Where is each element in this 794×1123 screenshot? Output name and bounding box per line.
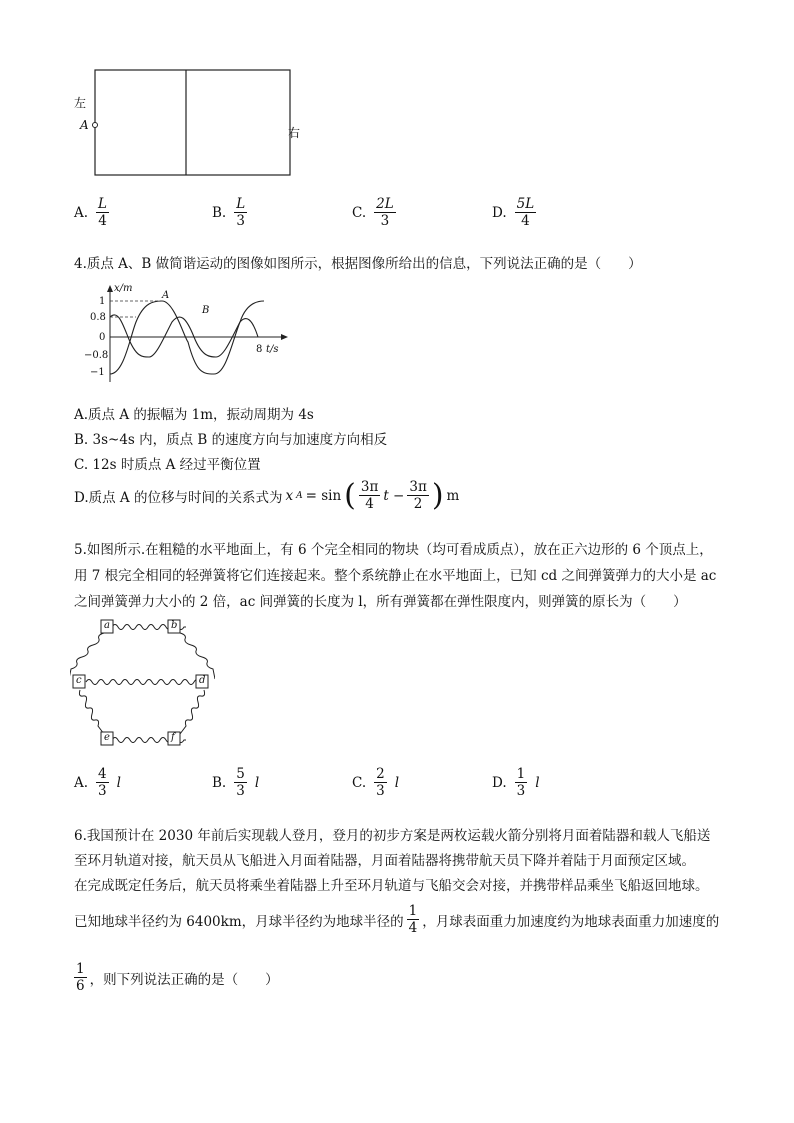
curve-b-label: B <box>202 305 210 316</box>
q3-option-c[interactable] <box>352 197 396 228</box>
spring-ac <box>70 633 104 679</box>
q4-option-d[interactable]: D.质点 A 的位移与时间的关系式为 x A = sin ( $\frac{3\pi}{4}$ t − $\frac{3\pi}{2}$ ) m <box>74 477 460 513</box>
tick-y-0: 0 <box>99 332 106 343</box>
spring-bd <box>180 633 215 679</box>
point-a-label: A <box>80 118 89 132</box>
box-figure <box>70 62 300 182</box>
q3-option-b[interactable] <box>212 197 247 228</box>
q5-line-3: 之间弹簧弹力大小的 2 倍，ac 间弹簧的长度为 l，所有弹簧都在弹性限度内，则弹簧的原长为（ ） <box>74 594 687 610</box>
option-letter: C. <box>352 204 367 221</box>
x-axis-label: t/s <box>266 344 279 355</box>
spring-cd <box>86 680 208 685</box>
y-axis-label: x/m <box>114 283 133 294</box>
q5-option-b[interactable]: B. $\frac{5}{3}$ l <box>212 766 260 800</box>
q6-line-2: 至环月轨道对接，航天员从飞船进入月面着陆器，月面着陆器将携带航天员下降并着陆于月面预定区域。 <box>74 853 695 869</box>
shm-graph <box>84 282 294 387</box>
tick-y-neg1: −1 <box>90 367 105 378</box>
q4-stem: 4.质点 A、B 做简谐运动的图像如图所示，根据图像所给出的信息，下列说法正确的是（ ） <box>74 256 642 272</box>
tick-x-8: 8 <box>256 344 263 355</box>
q5-option-d[interactable]: D. $\frac{1}{3}$ l <box>492 766 540 800</box>
option-fraction: $\frac{2L}{3}$ <box>376 196 394 230</box>
q6-line-5: $\frac{1}{6}$ ，则下列说法正确的是（ ） <box>76 961 279 995</box>
q5-line-1: 5.如图所示.在粗糙的水平地面上，有 6 个完全相同的物块（均可看成质点），放在正六边形的 6 个顶点上， <box>74 542 713 558</box>
box-outline <box>95 70 290 175</box>
option-letter: A. <box>74 204 89 221</box>
q6-line-1: 6.我国预计在 2030 年前后实现载人登月，登月的初步方案是两枚运载火箭分别将月面着陆器和载人飞船送 <box>74 828 711 844</box>
q6-line-4: 已知地球半径约为 6400km，月球半径约为地球半径的 $\frac{1}{4}$ ，月球表面重力加速度约为地球表面重力加速度的 <box>74 903 720 937</box>
block-e-label: e <box>104 732 110 743</box>
option-fraction: $\frac{L}{4}$ <box>98 196 108 230</box>
x-axis-arrow <box>281 334 288 340</box>
block-a-label: a <box>104 620 110 631</box>
option-letter: B. <box>212 204 227 221</box>
q4-option-a[interactable]: A.质点 A 的振幅为 1m，振动周期为 4s <box>74 407 314 423</box>
tick-y-1: 1 <box>99 296 106 307</box>
spring-hexagon-figure <box>70 616 215 750</box>
q4-option-c[interactable]: C. 12s 时质点 A 经过平衡位置 <box>74 457 261 473</box>
block-f-label: f <box>171 732 175 743</box>
q5-line-2: 用 7 根完全相同的轻弹簧将它们连接起来。整个系统静止在水平地面上，已知 cd 之间弹簧弹力的大小是 ac <box>74 568 717 584</box>
q3-option-a[interactable] <box>74 197 109 228</box>
curve-b <box>110 315 258 357</box>
block-c-label: c <box>76 675 82 686</box>
option-fraction: $\frac{5L}{4}$ <box>516 196 535 230</box>
spring-df <box>180 690 205 734</box>
point-a-marker <box>93 123 98 128</box>
option-fraction: $\frac{L}{3}$ <box>236 196 246 230</box>
tick-y-neg08: −0.8 <box>84 350 109 361</box>
q3-option-d[interactable] <box>492 197 536 228</box>
q4-option-b[interactable]: B. 3s~4s 内，质点 B 的速度方向与加速度方向相反 <box>74 432 388 448</box>
left-label: 左 <box>74 96 87 110</box>
option-letter: D. <box>492 204 507 221</box>
y-axis-arrow <box>107 285 113 292</box>
tick-y-08: 0.8 <box>90 312 106 323</box>
right-label: 右 <box>288 126 301 140</box>
block-b-label: b <box>171 620 178 631</box>
spring-ce <box>79 690 104 734</box>
q5-option-a[interactable]: A. $\frac{4}{3}$ l <box>74 766 121 800</box>
q5-option-c[interactable]: C. $\frac{2}{3}$ l <box>352 766 400 800</box>
q6-line-3: 在完成既定任务后，航天员将乘坐着陆器上升至环月轨道与飞船交会对接，并携带样品乘坐飞船返回地球。 <box>74 878 709 894</box>
curve-a-label: A <box>162 290 170 301</box>
block-d-label: d <box>199 675 206 686</box>
